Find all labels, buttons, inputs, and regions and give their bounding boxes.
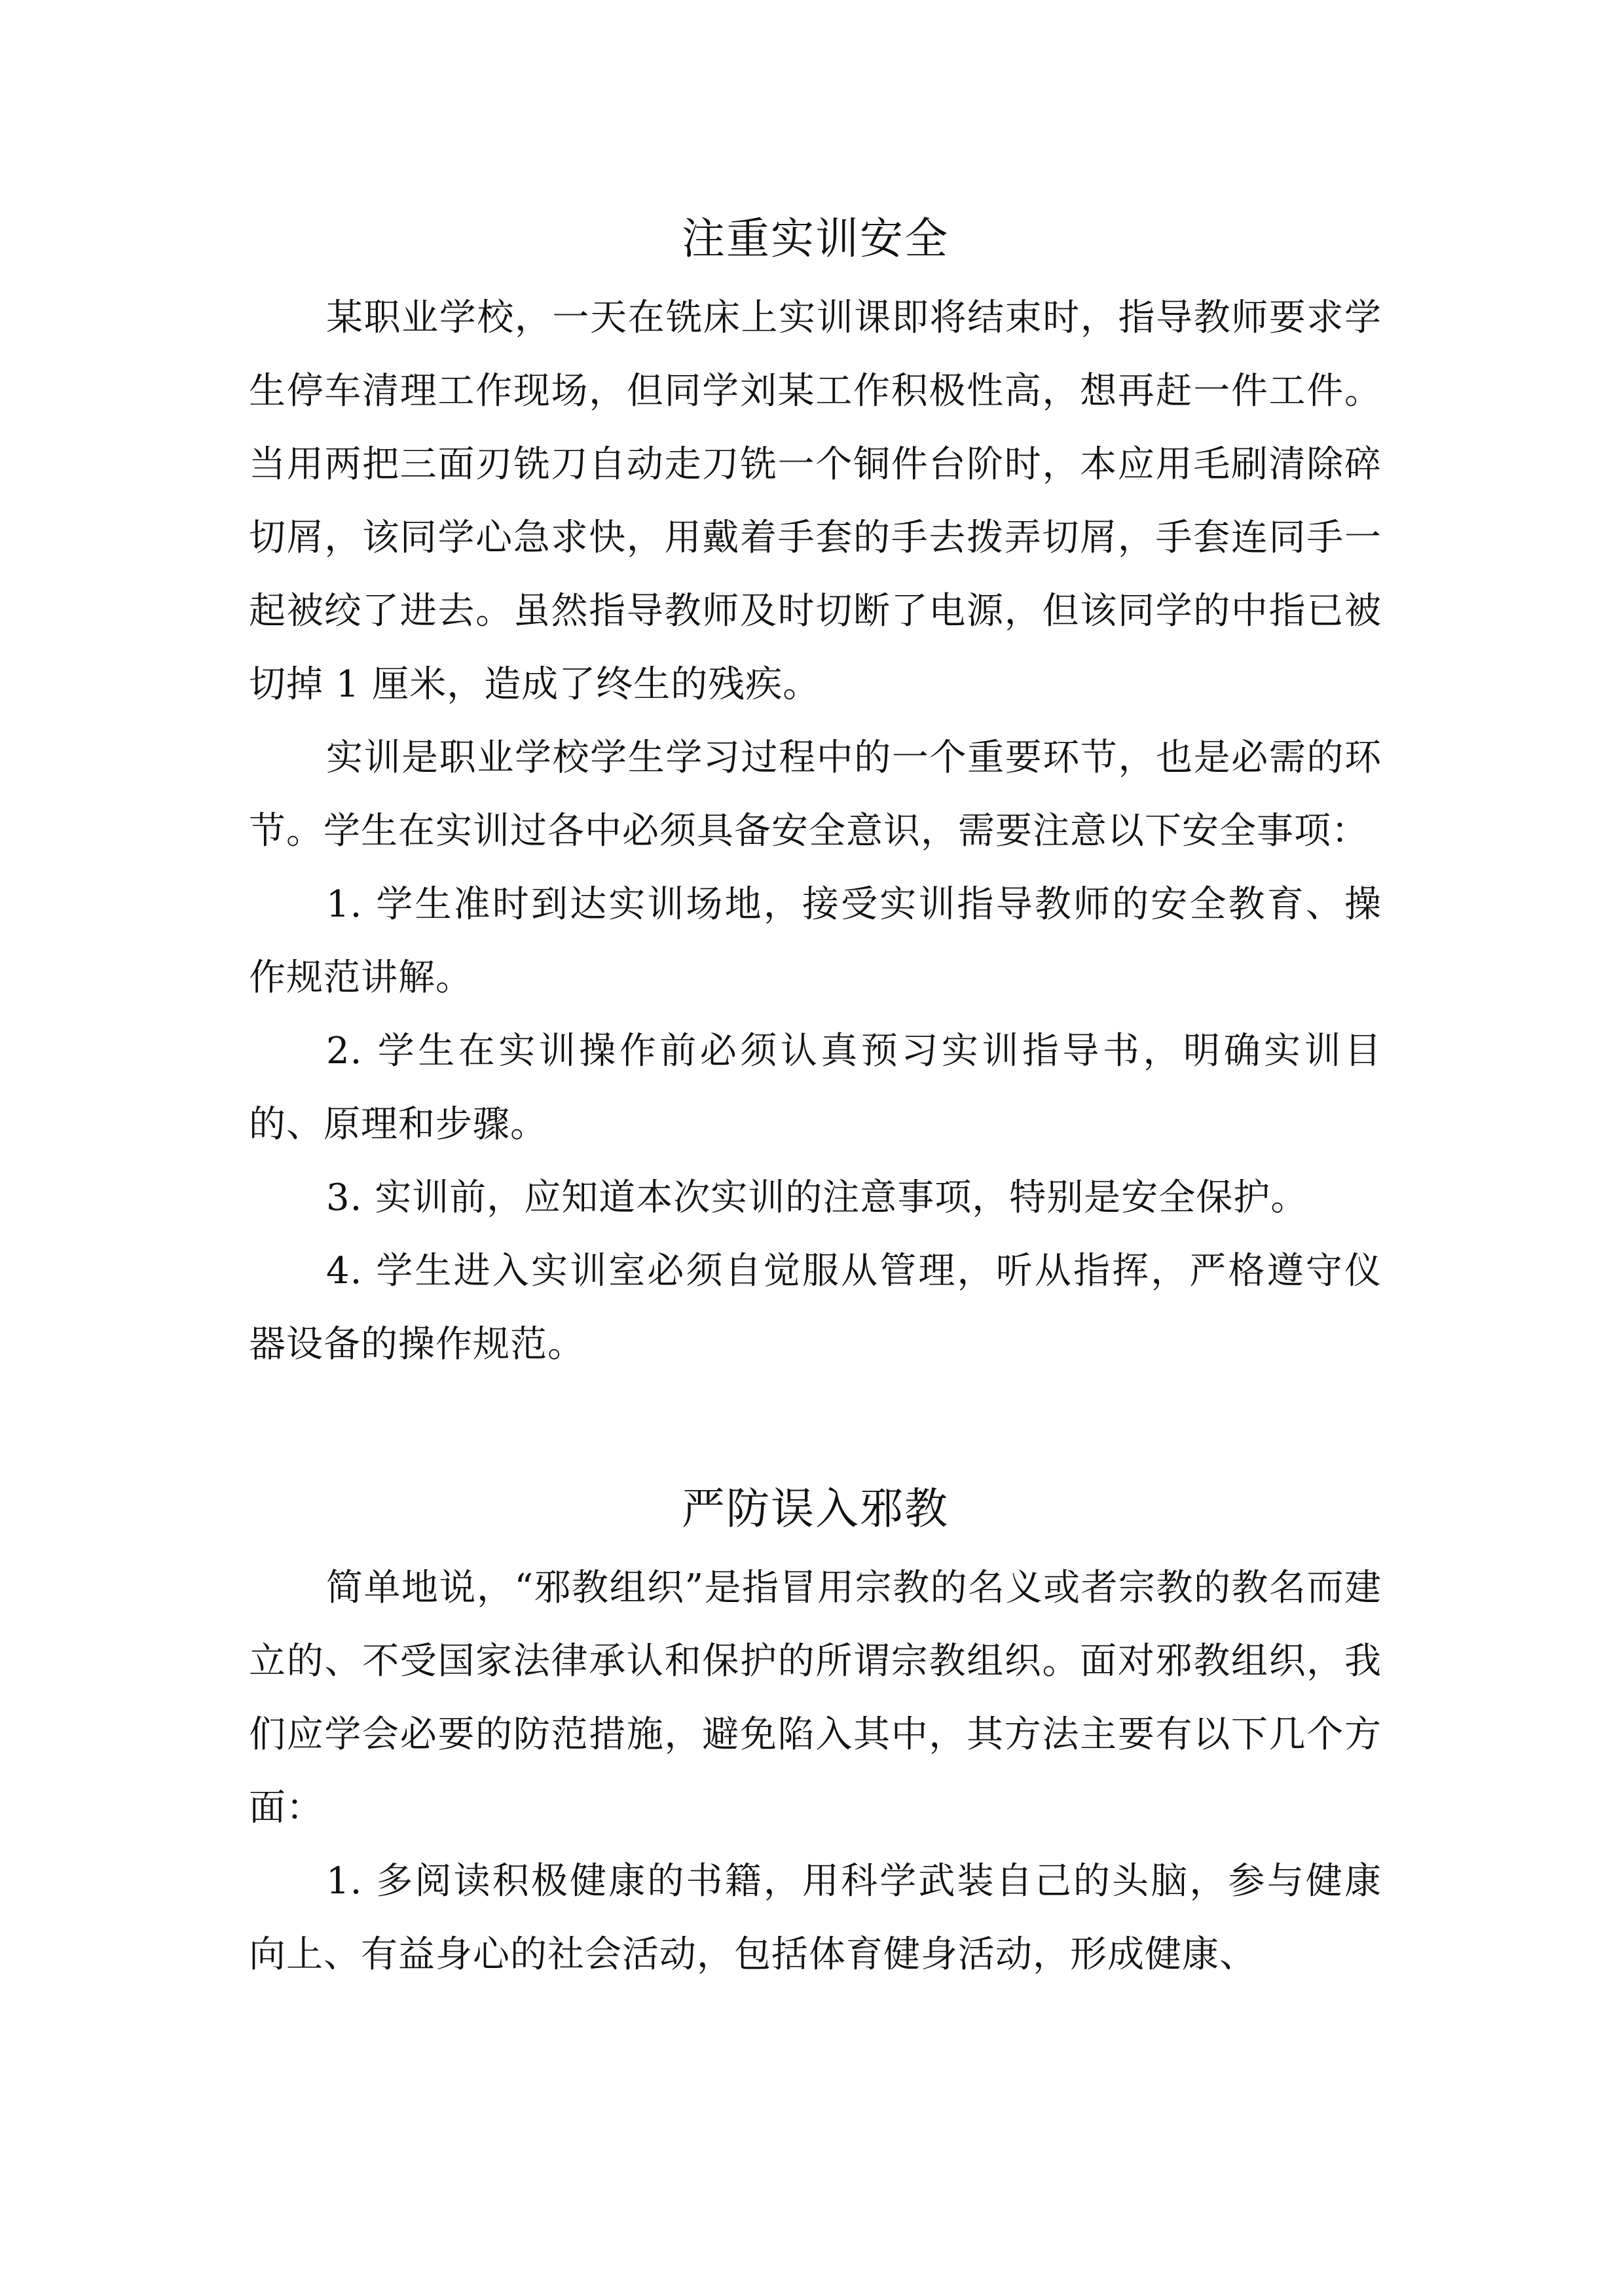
list-item: 2. 学生在实训操作前必须认真预习实训指导书，明确实训目的、原理和步骤。: [249, 1030, 1382, 1146]
section-title: 注重实训安全: [682, 213, 949, 264]
section-training-safety: [249, 196, 1382, 1381]
list-item: 3. 实训前，应知道本次实训的注意事项，特别是安全保护。: [326, 1176, 1308, 1219]
section-cult-prevention: [249, 1467, 1382, 1992]
paragraph: 实训是职业学校学生学习过程中的一个重要环节，也是必需的环节。学生在实训过各中必须具备安全意识，需要注意以下安全事项：: [249, 737, 1382, 852]
paragraph: 某职业学校，一天在铣床上实训课即将结束时，指导教师要求学生停车清理工作现场，但同学刘某工作积极性高，想再赶一件工件。当用两把三面刃铣刀自动走刀铣一个铜件台阶时，本应用毛刷清除碎切屑，该同学心急求快，用戴着手套的手去拨弄切屑，手套连同手一起被绞了进去。虽然指导教师及时切断了电源，但该同学的中指已被切掉 1 厘米，造成了终生的残疾。: [249, 297, 1382, 706]
document-page: [249, 196, 1382, 1992]
paragraph: 简单地说，“邪教组织”是指冒用宗教的名义或者宗教的教名而建立的、不受国家法律承认和保护的所谓宗教组织。面对邪教组织，我们应学会必要的防范措施，避免陷入其中，其方法主要有以下几个方面：: [249, 1567, 1382, 1829]
list-item: 1. 多阅读积极健康的书籍，用科学武装自己的头脑，参与健康向上、有益身心的社会活动，包括体育健身活动，形成健康、: [249, 1860, 1382, 1976]
list-item: 4. 学生进入实训室必须自觉服从管理，听从指挥，严格遵守仪器设备的操作规范。: [249, 1250, 1382, 1366]
section-title: 严防误入邪教: [682, 1484, 949, 1534]
list-item: 1. 学生准时到达实训场地，接受实训指导教师的安全教育、操作规范讲解。: [249, 883, 1382, 999]
